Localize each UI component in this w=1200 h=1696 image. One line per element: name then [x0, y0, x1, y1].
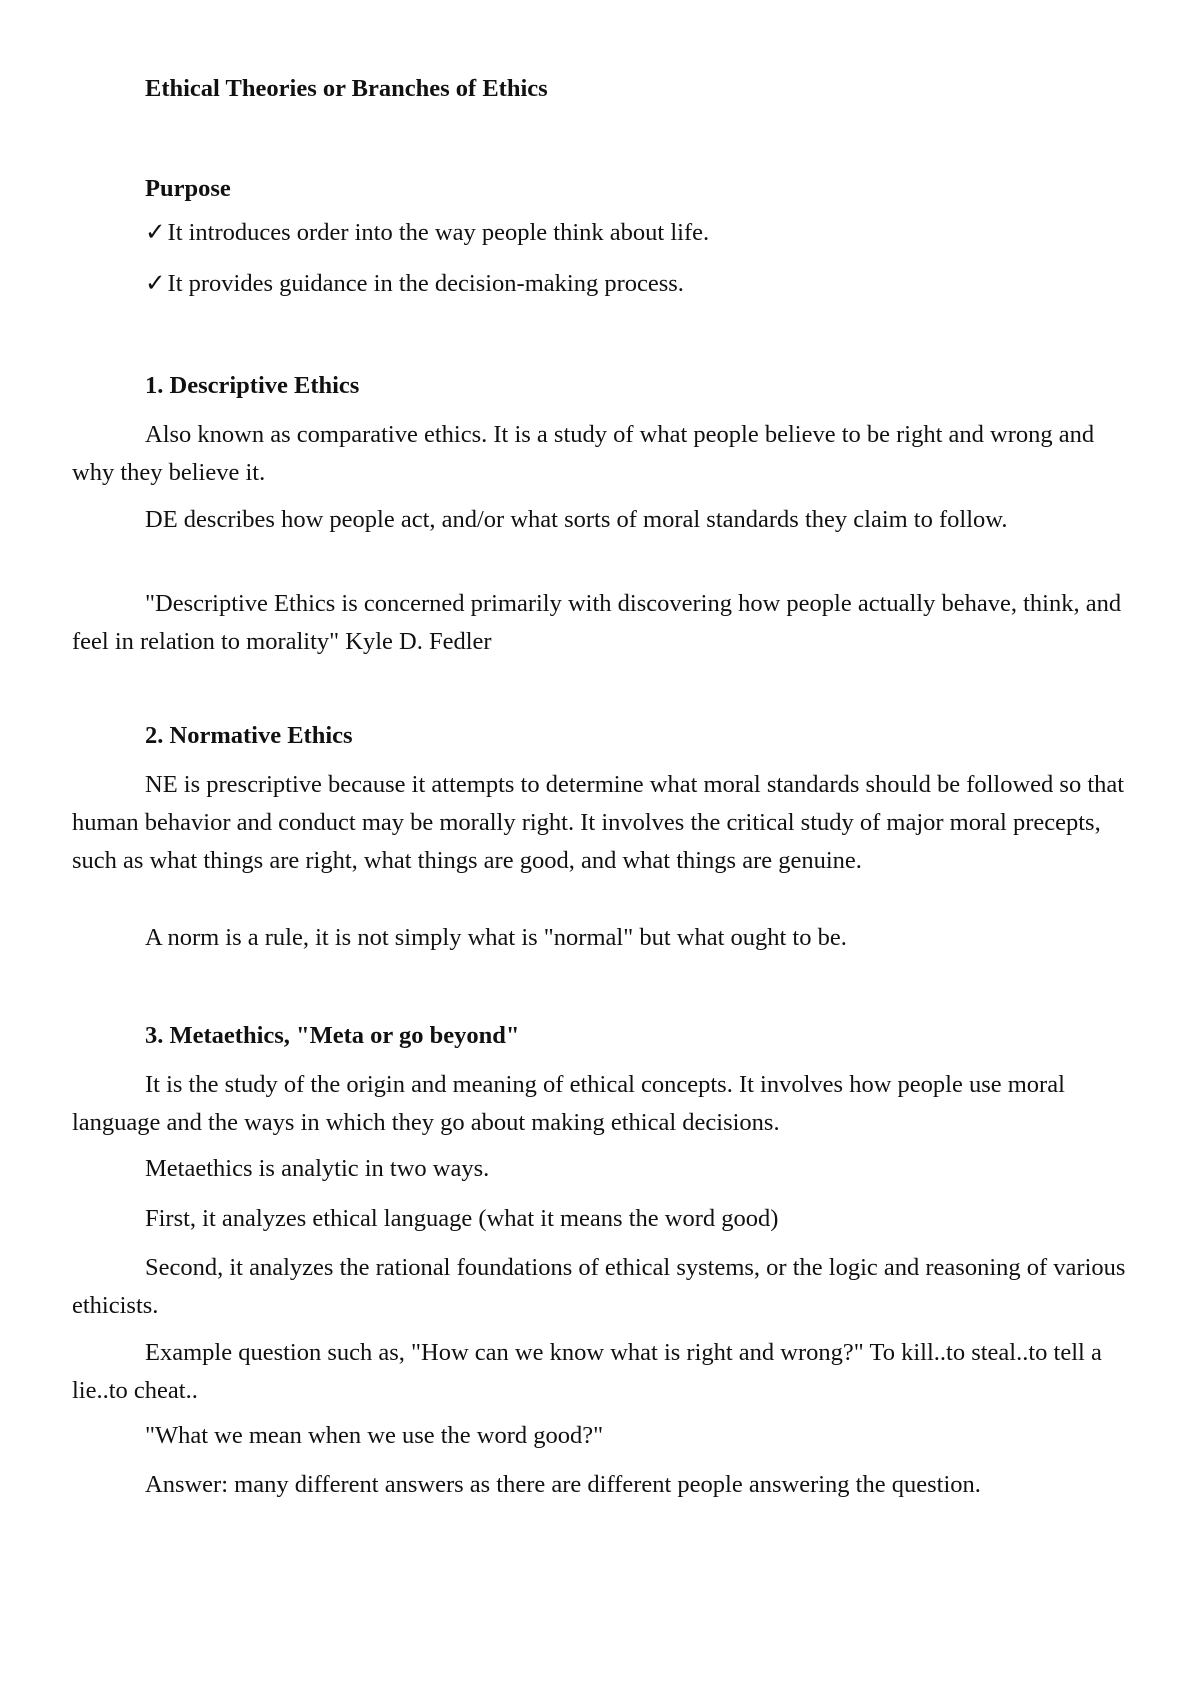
paragraph: First, it analyzes ethical language (what it means the word good)	[145, 1205, 779, 1232]
section-heading-metaethics: 3. Metaethics, "Meta or go beyond"	[145, 1022, 520, 1049]
paragraph: NE is prescriptive because it attempts to determine what moral standards should be followed so that human behavior and conduct may be morally right. It involves the critical study of major moral precepts, such as what things are right, what things are good, and what things are genuine.	[72, 771, 1125, 874]
paragraph: It is the study of the origin and meaning of ethical concepts. It involves how people use moral language and the ways in which they go about making ethical decisions.	[72, 1071, 1065, 1136]
checkmark-icon: ✓	[145, 270, 166, 297]
paragraph: Metaethics is analytic in two ways.	[145, 1155, 490, 1182]
section-heading-descriptive: 1. Descriptive Ethics	[145, 372, 360, 399]
paragraph: Also known as comparative ethics. It is a study of what people believe to be right and wrong and why they believe it.	[72, 421, 1095, 486]
purpose-item	[145, 214, 1200, 252]
paragraph: A norm is a rule, it is not simply what is "normal" but what ought to be.	[145, 924, 847, 951]
paragraph: Answer: many different answers as there are different people answering the question.	[145, 1471, 981, 1498]
paragraph: DE describes how people act, and/or what sorts of moral standards they claim to follow.	[145, 506, 1008, 533]
section-heading-normative: 2. Normative Ethics	[145, 722, 353, 749]
paragraph: Example question such as, "How can we know what is right and wrong?" To kill..to steal..to tell a lie..to cheat..	[72, 1339, 1102, 1404]
purpose-item	[145, 265, 1200, 303]
paragraph: "What we mean when we use the word good?"	[145, 1422, 604, 1449]
purpose-heading: Purpose	[145, 175, 231, 202]
paragraph: Second, it analyzes the rational foundations of ethical systems, or the logic and reasoning of various ethicists.	[72, 1254, 1126, 1319]
checkmark-icon: ✓	[145, 219, 166, 246]
purpose-item-text: It provides guidance in the decision-making process.	[167, 270, 684, 297]
paragraph: "Descriptive Ethics is concerned primarily with discovering how people actually behave, think, and feel in relation to morality" Kyle D. Fedler	[72, 590, 1122, 655]
purpose-item-text: It introduces order into the way people think about life.	[167, 219, 710, 246]
document-title: Ethical Theories or Branches of Ethics	[145, 75, 548, 102]
